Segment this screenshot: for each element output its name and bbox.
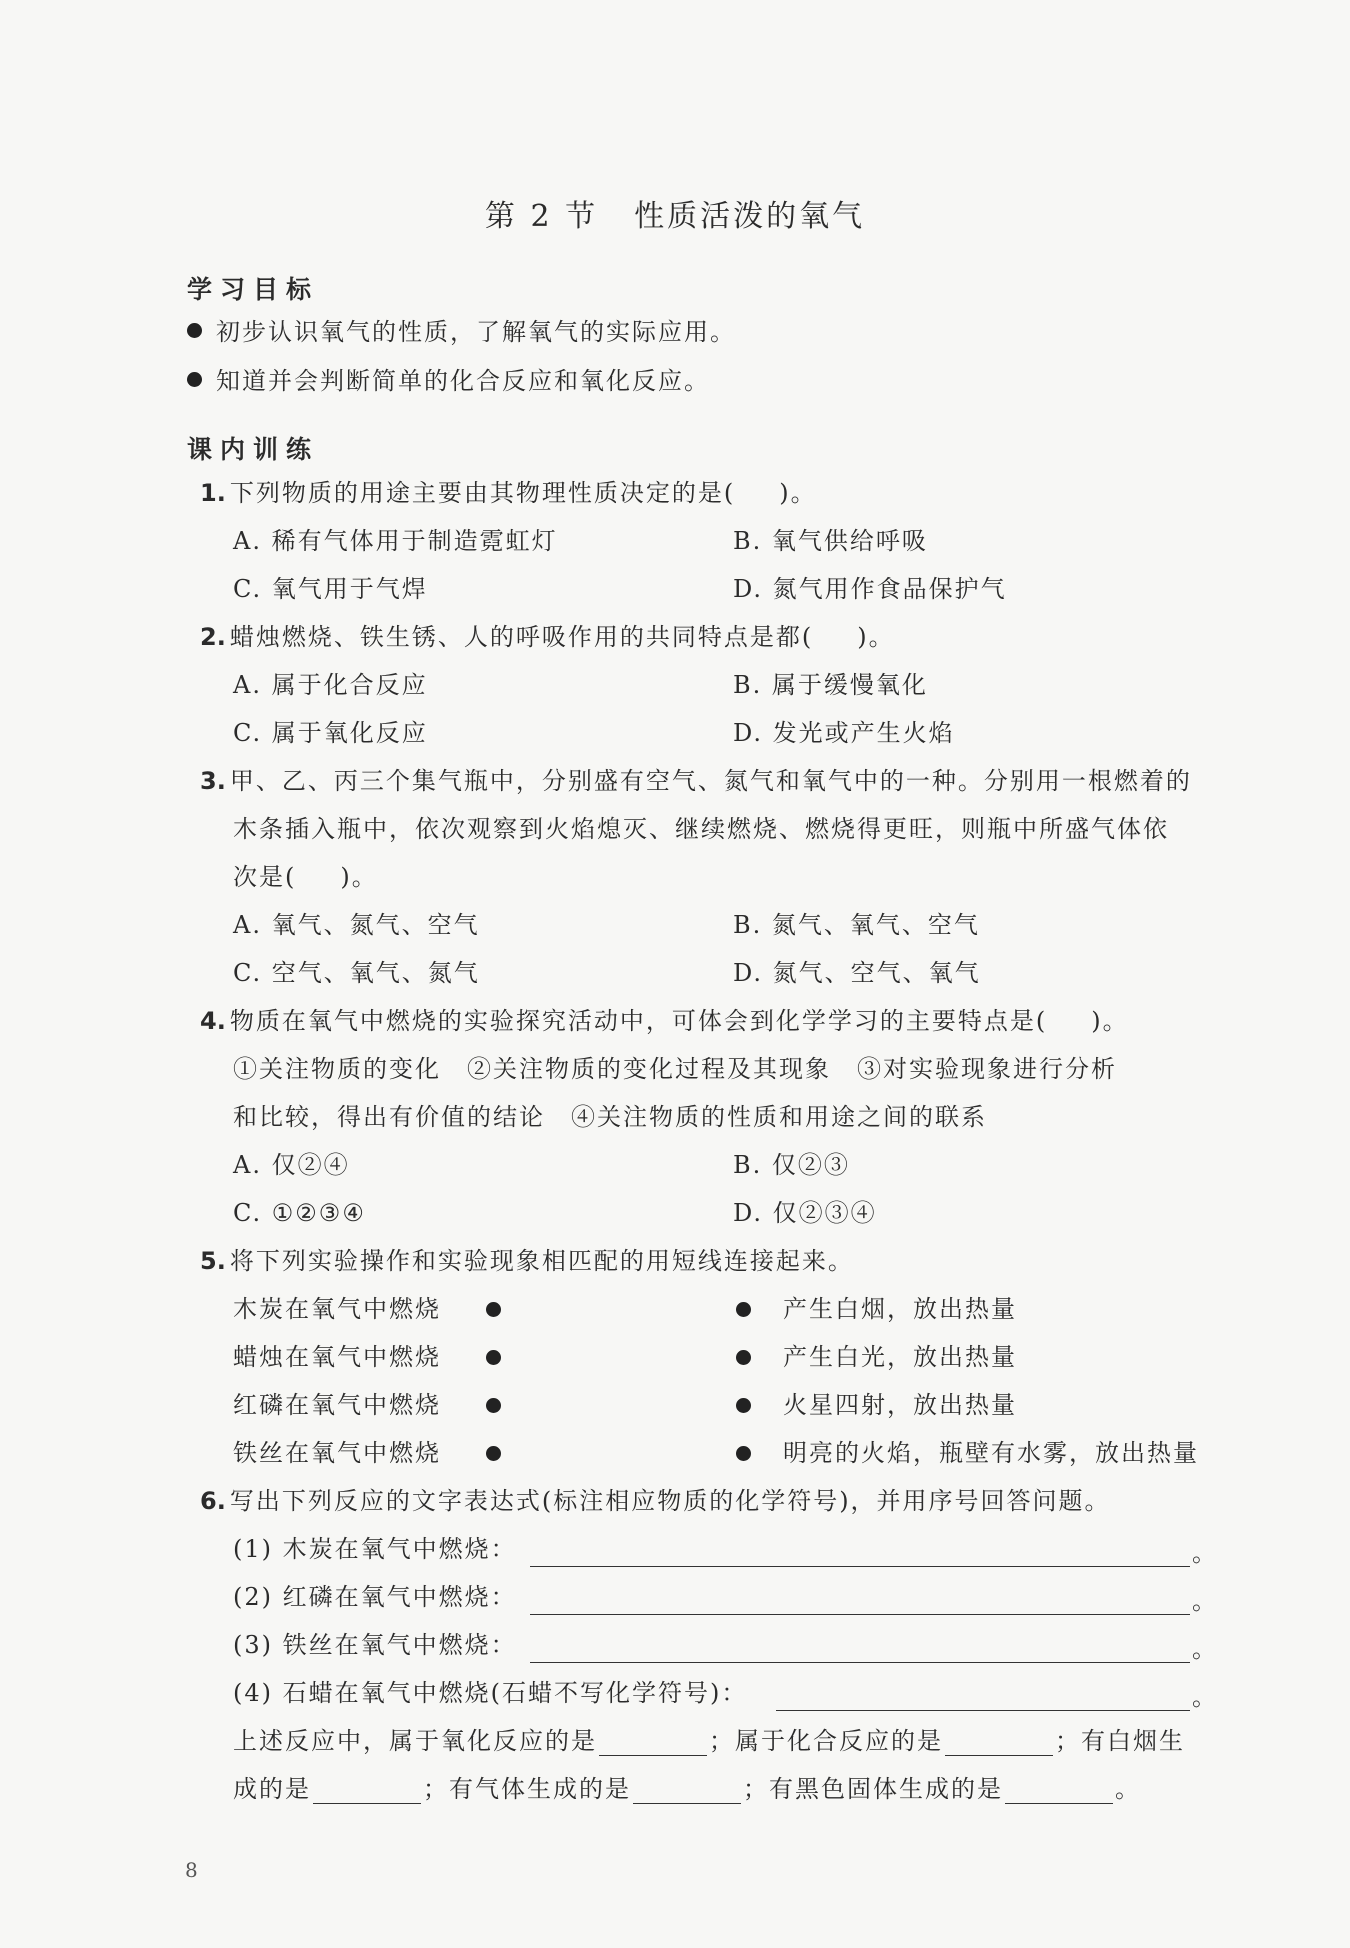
match-right-dot[interactable]	[736, 1350, 751, 1365]
q6-summary-line-2: 成的是 ；有气体生成的是 ；有黑色固体生成的是 。	[233, 1775, 1141, 1803]
q1-option-d: D. 氮气用作食品保护气	[733, 575, 1007, 603]
question-4-line-2: ①关注物质的变化 ②关注物质的变化过程及其现象 ③对实验现象进行分析	[233, 1055, 1117, 1083]
match-right-dot[interactable]	[736, 1302, 751, 1317]
match-left-dot[interactable]	[486, 1446, 501, 1461]
q6-item-1-label: (1) 木炭在氧气中燃烧：	[233, 1535, 517, 1563]
page-number: 8	[185, 1858, 198, 1882]
answer-line-2[interactable]	[530, 1614, 1190, 1615]
bullet-icon	[187, 323, 202, 338]
question-1: 1. 下列物质的用途主要由其物理性质决定的是( )。	[200, 479, 817, 507]
q1-option-b: B. 氧气供给呼吸	[733, 527, 928, 555]
page-title	[0, 191, 1350, 235]
q6-item-2-label: (2) 红磷在氧气中燃烧：	[233, 1583, 517, 1611]
q1-option-c: C. 氧气用于气焊	[233, 575, 428, 603]
match-right-item: 明亮的火焰，瓶壁有水雾，放出热量	[783, 1439, 1199, 1467]
answer-blank[interactable]	[313, 1777, 421, 1804]
q3-option-c: C. 空气、氧气、氮气	[233, 959, 480, 987]
answer-line-4[interactable]	[776, 1710, 1190, 1711]
q4-option-d: D. 仅②③④	[733, 1199, 877, 1227]
period: 。	[1192, 1635, 1218, 1663]
period: 。	[1192, 1683, 1218, 1711]
section-number: 第 2 节	[484, 199, 599, 234]
answer-blank[interactable]	[633, 1777, 741, 1804]
question-3-line-2: 木条插入瓶中，依次观察到火焰熄灭、继续燃烧、燃烧得更旺，则瓶中所盛气体依	[233, 815, 1169, 843]
match-left-item: 铁丝在氧气中燃烧	[233, 1439, 441, 1467]
q1-option-a: A. 稀有气体用于制造霓虹灯	[233, 527, 558, 555]
question-5: 5. 将下列实验操作和实验现象相匹配的用短线连接起来。	[200, 1247, 854, 1275]
match-right-dot[interactable]	[736, 1446, 751, 1461]
q6-item-3-label: (3) 铁丝在氧气中燃烧：	[233, 1631, 517, 1659]
question-3: 3. 甲、乙、丙三个集气瓶中，分别盛有空气、氮气和氧气中的一种。分别用一根燃着的	[200, 767, 1192, 795]
question-4-line-3: 和比较，得出有价值的结论 ④关注物质的性质和用途之间的联系	[233, 1103, 987, 1131]
q2-option-c: C. 属于氧化反应	[233, 719, 428, 747]
question-3-line-3: 次是( )。	[233, 863, 378, 891]
answer-blank[interactable]	[945, 1729, 1053, 1756]
match-right-dot[interactable]	[736, 1398, 751, 1413]
match-left-item: 蜡烛在氧气中燃烧	[233, 1343, 441, 1371]
match-left-dot[interactable]	[486, 1350, 501, 1365]
period: 。	[1192, 1587, 1218, 1615]
match-left-item: 木炭在氧气中燃烧	[233, 1295, 441, 1323]
q6-summary-line-1: 上述反应中，属于氧化反应的是 ；属于化合反应的是 ；有白烟生	[233, 1727, 1185, 1755]
q2-option-b: B. 属于缓慢氧化	[733, 671, 928, 699]
period: 。	[1192, 1539, 1218, 1567]
q4-option-c: C. ①②③④	[233, 1199, 366, 1227]
match-right-item: 火星四射，放出热量	[783, 1391, 1017, 1419]
objective-item-2: 知道并会判断简单的化合反应和氧化反应。	[187, 366, 710, 396]
section-name: 性质活泼的氧气	[634, 199, 866, 234]
match-left-dot[interactable]	[486, 1302, 501, 1317]
q2-option-a: A. 属于化合反应	[233, 671, 428, 699]
question-4: 4. 物质在氧气中燃烧的实验探究活动中，可体会到化学学习的主要特点是( )。	[200, 1007, 1129, 1035]
answer-blank[interactable]	[599, 1729, 707, 1756]
q4-option-b: B. 仅②③	[733, 1151, 850, 1179]
bullet-icon	[187, 372, 202, 387]
q3-option-b: B. 氮气、氧气、空气	[733, 911, 980, 939]
question-6: 6. 写出下列反应的文字表达式(标注相应物质的化学符号)，并用序号回答问题。	[200, 1487, 1111, 1515]
match-right-item: 产生白烟，放出热量	[783, 1295, 1017, 1323]
q4-option-a: A. 仅②④	[233, 1151, 350, 1179]
answer-blank[interactable]	[1005, 1777, 1113, 1804]
q2-option-d: D. 发光或产生火焰	[733, 719, 955, 747]
objectives-heading: 学习目标	[187, 275, 320, 304]
match-left-dot[interactable]	[486, 1398, 501, 1413]
match-right-item: 产生白光，放出热量	[783, 1343, 1017, 1371]
answer-line-1[interactable]	[530, 1566, 1190, 1567]
answer-line-3[interactable]	[530, 1662, 1190, 1663]
question-2: 2. 蜡烛燃烧、铁生锈、人的呼吸作用的共同特点是都( )。	[200, 623, 895, 651]
practice-heading: 课内训练	[187, 435, 320, 464]
objective-item-1: 初步认识氧气的性质，了解氧气的实际应用。	[187, 317, 736, 347]
q3-option-a: A. 氧气、氮气、空气	[233, 911, 480, 939]
q6-item-4-label: (4) 石蜡在氧气中燃烧(石蜡不写化学符号)：	[233, 1679, 748, 1707]
q3-option-d: D. 氮气、空气、氧气	[733, 959, 981, 987]
match-left-item: 红磷在氧气中燃烧	[233, 1391, 441, 1419]
